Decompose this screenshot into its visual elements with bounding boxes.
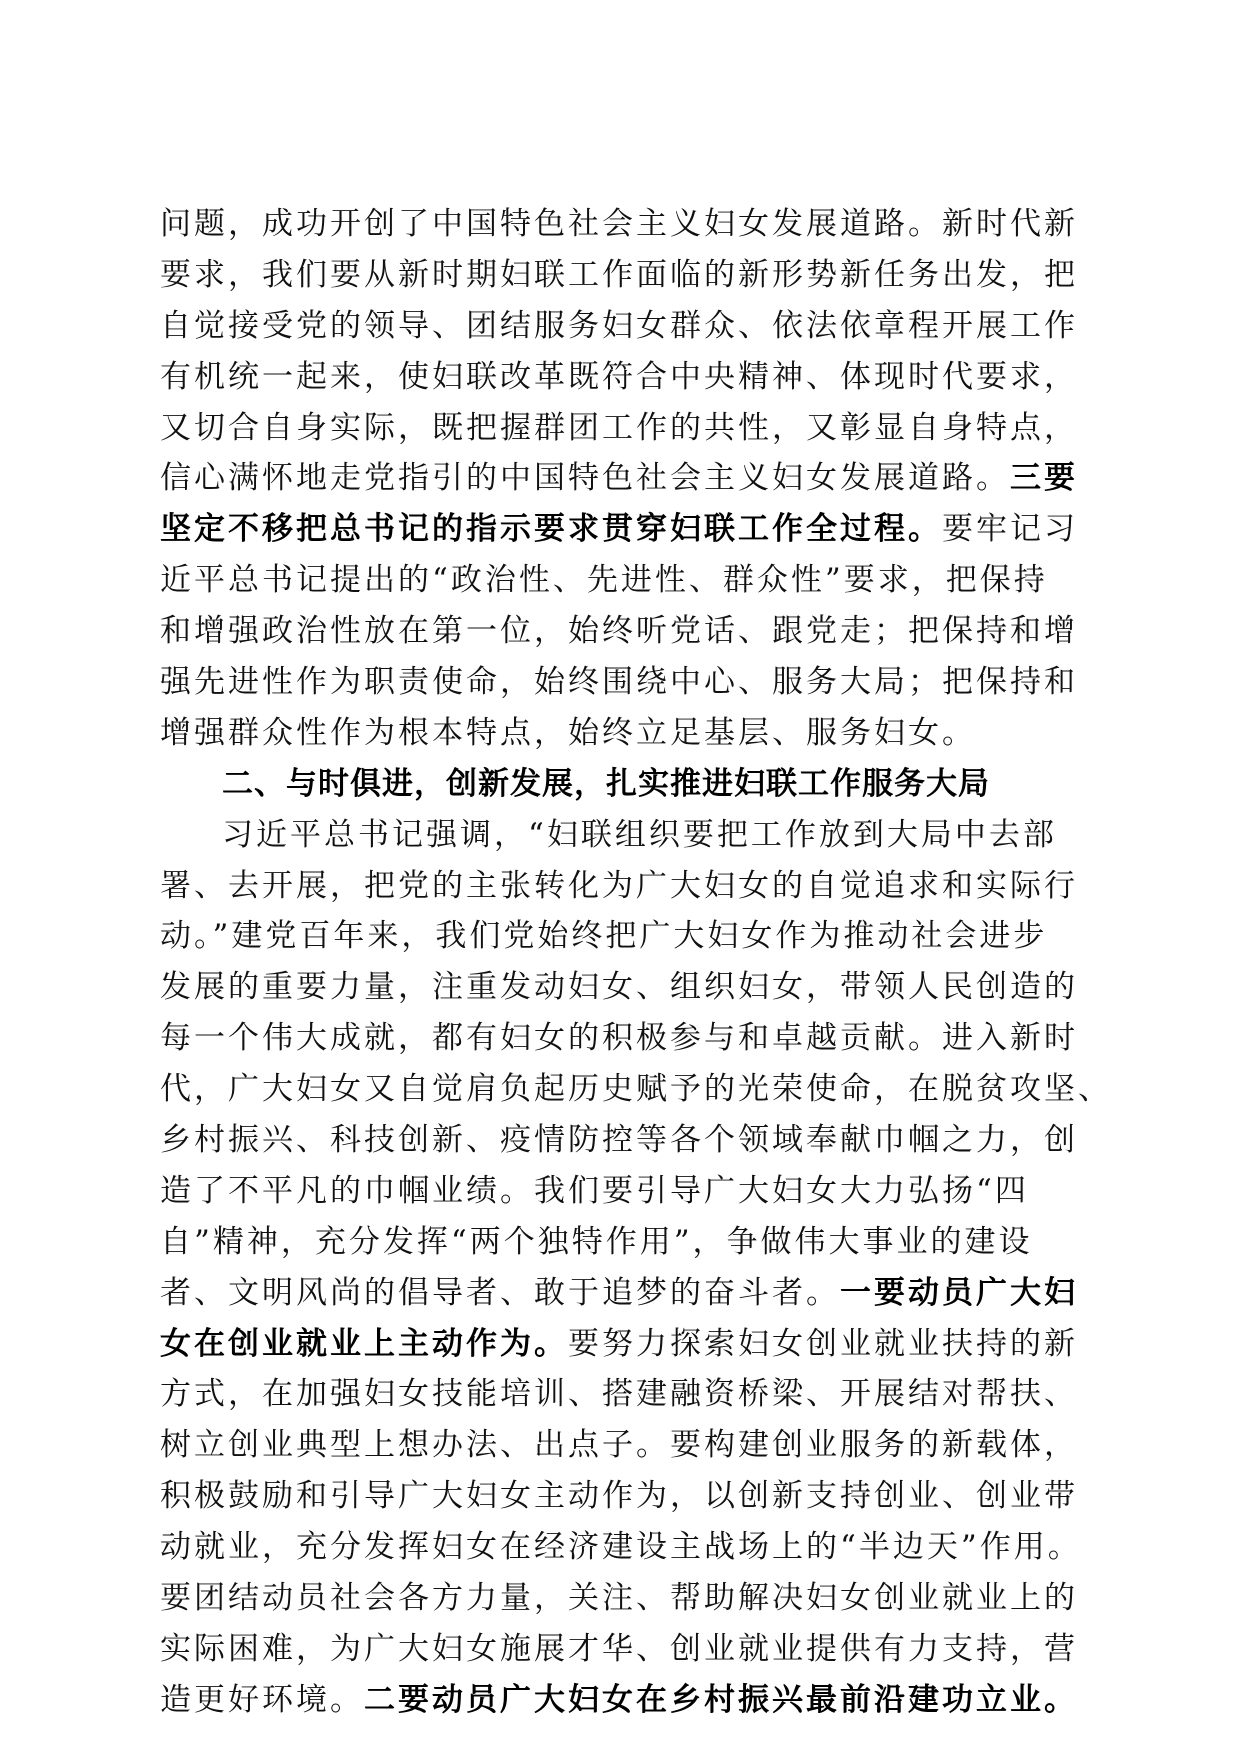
text-run: 和增强政治性放在第一位，始终听党话、跟党走；把保持和增: [160, 613, 1078, 650]
text-run: 近平总书记提出的“政治性、先进性、群众性”要求，把保持: [160, 562, 1048, 599]
bold-text-run: 三要: [1010, 460, 1078, 497]
text-run: 者、文明风尚的倡导者、敢于追梦的奋斗者。: [160, 1274, 840, 1311]
text-line: [160, 555, 1080, 606]
bold-text-run: 二、与时俱进，创新发展，扎实推进妇联工作服务大局: [222, 765, 990, 802]
text-run: 要努力探索妇女创业就业扶持的新: [568, 1325, 1078, 1362]
text-line: [160, 861, 1080, 912]
text-line: [160, 810, 1080, 861]
section-heading: [160, 759, 1080, 810]
text-line: [160, 1319, 1080, 1370]
text-run: 有机统一起来，使妇联改革既符合中央精神、体现时代要求，: [160, 358, 1078, 395]
text-run: 强先进性作为职责使命，始终围绕中心、服务大局；把保持和: [160, 664, 1078, 701]
text-run: 每一个伟大成就，都有妇女的积极参与和卓越贡献。进入新时: [160, 1020, 1078, 1057]
text-run: 习近平总书记强调，“妇联组织要把工作放到大局中去部: [222, 816, 1057, 853]
text-line: [160, 1115, 1080, 1166]
text-run: 乡村振兴、科技创新、疫情防控等各个领域奉献巾帼之力，创: [160, 1122, 1078, 1159]
text-line: [160, 1268, 1080, 1319]
text-line: [160, 352, 1080, 403]
text-run: 增强群众性作为根本特点，始终立足基层、服务妇女。: [160, 714, 976, 751]
text-run: 代，广大妇女又自觉肩负起历史赋予的光荣使命，在脱贫攻坚、: [160, 1071, 1112, 1108]
text-run: 积极鼓励和引导广大妇女主动作为，以创新支持创业、创业带: [160, 1478, 1078, 1515]
text-run: 又切合自身实际，既把握群团工作的共性，又彰显自身特点，: [160, 409, 1078, 446]
text-run: 造了不平凡的巾帼业绩。我们要引导广大妇女大力弘扬“四: [160, 1172, 1029, 1209]
body-text: [160, 199, 1112, 1726]
text-line: [160, 1064, 1112, 1115]
bold-text-run: 坚定不移把总书记的指示要求贯穿妇联工作全过程。: [160, 511, 942, 548]
text-line: [160, 606, 1080, 657]
text-run: 自觉接受党的领导、团结服务妇女群众、依法依章程开展工作: [160, 307, 1078, 344]
text-line: [160, 301, 1080, 352]
text-line: [160, 1369, 1080, 1420]
text-line: [160, 657, 1080, 708]
bold-text-run: 二要动员广大妇女在乡村振兴最前沿建功立业。: [364, 1681, 1078, 1718]
text-run: 要牢记习: [942, 511, 1078, 548]
text-run: 署、去开展，把党的主张转化为广大妇女的自觉追求和实际行: [160, 867, 1078, 904]
text-line: [160, 962, 1080, 1013]
text-line: [160, 250, 1080, 301]
text-line: [160, 1624, 1080, 1675]
text-line: [160, 708, 1080, 759]
text-line: [160, 1471, 1080, 1522]
text-run: 要团结动员社会各方力量，关注、帮助解决妇女创业就业上的: [160, 1580, 1078, 1617]
text-line: [160, 199, 1080, 250]
text-line: [160, 1675, 1080, 1726]
text-run: 信心满怀地走党指引的中国特色社会主义妇女发展道路。: [160, 460, 1010, 497]
text-run: 自”精神，充分发挥“两个独特作用”，争做伟大事业的建设: [160, 1223, 1033, 1260]
text-run: 造更好环境。: [160, 1681, 364, 1718]
text-line: [160, 453, 1080, 504]
text-run: 要求，我们要从新时期妇联工作面临的新形势新任务出发，把: [160, 256, 1078, 293]
text-run: 实际困难，为广大妇女施展才华、创业就业提供有力支持，营: [160, 1630, 1078, 1667]
text-run: 动。”建党百年来，我们党始终把广大妇女作为推动社会进步: [160, 918, 1048, 955]
text-line: [160, 1522, 1080, 1573]
text-run: 方式，在加强妇女技能培训、搭建融资桥梁、开展结对帮扶、: [160, 1376, 1078, 1413]
bold-text-run: 女在创业就业上主动作为。: [160, 1325, 568, 1362]
bold-text-run: 一要动员广大妇: [840, 1274, 1078, 1311]
text-line: [160, 504, 1080, 555]
text-line: [160, 1166, 1080, 1217]
text-line: [160, 403, 1080, 454]
text-line: [160, 911, 1080, 962]
text-run: 问题，成功开创了中国特色社会主义妇女发展道路。新时代新: [160, 206, 1078, 242]
text-run: 发展的重要力量，注重发动妇女、组织妇女，带领人民创造的: [160, 969, 1078, 1006]
text-line: [160, 1013, 1080, 1064]
text-line: [160, 1217, 1080, 1268]
text-line: [160, 1573, 1080, 1624]
text-line: [160, 1420, 1080, 1471]
text-run: 动就业，充分发挥妇女在经济建设主战场上的“半边天”作用。: [160, 1529, 1082, 1566]
text-run: 树立创业典型上想办法、出点子。要构建创业服务的新载体，: [160, 1427, 1078, 1464]
